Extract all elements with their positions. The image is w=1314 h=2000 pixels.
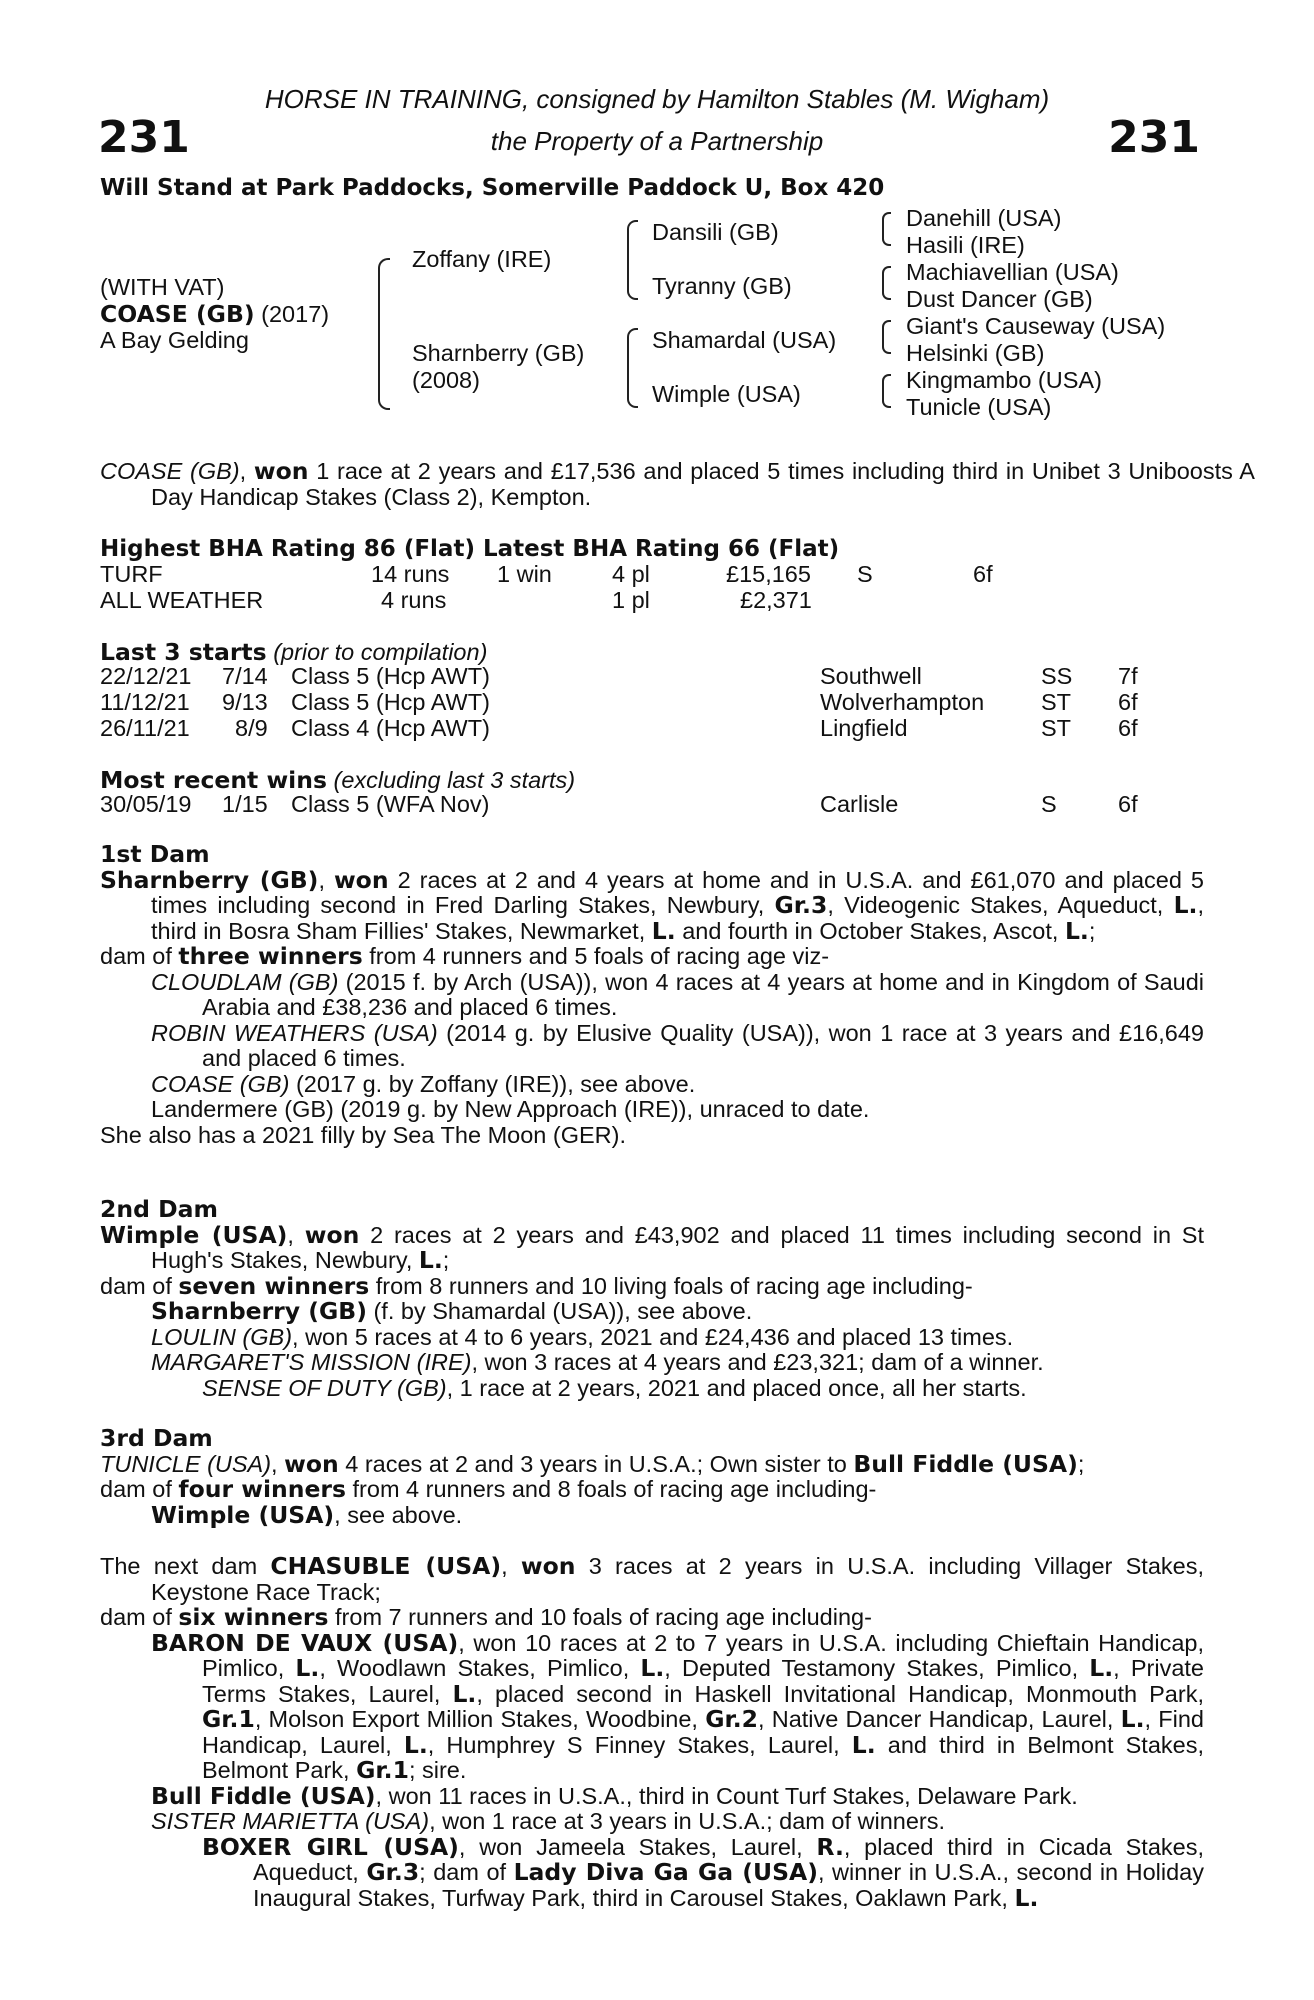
vat-label: (WITH VAT) xyxy=(100,274,225,300)
progeny-name: Wimple (USA) xyxy=(151,1500,335,1529)
second-dam-section xyxy=(100,1197,1204,1401)
grade-label: Gr.1 xyxy=(202,1705,255,1733)
start-date: 22/12/21 xyxy=(100,663,192,689)
win-distance: 6f xyxy=(1118,791,1138,817)
listed-label: L. xyxy=(851,1730,876,1759)
text: , won 10 races at 2 to 7 years in U.S.A. including Chieftain Handicap, Pimlico, xyxy=(202,1629,1204,1681)
third-dam-produce xyxy=(100,1477,1204,1503)
text: from 4 runners and 5 foals of racing age viz- xyxy=(362,943,830,969)
pedigree-dam-sire: Shamardal (USA) xyxy=(652,327,837,353)
text: , placed third in Cicada Stakes, Aqueduct, xyxy=(253,1833,1204,1885)
progeny-name: COASE (GB) xyxy=(151,1070,290,1097)
pedigree-ggp-8: Tunicle (USA) xyxy=(906,394,1052,420)
start-position: 7/14 xyxy=(222,663,268,689)
first-dam-section xyxy=(100,842,1204,1148)
pedigree-bracket-1 xyxy=(882,212,891,246)
text: , Native Dancer Handicap, Laurel, xyxy=(758,1706,1121,1732)
pedigree-ggp-2: Hasili (IRE) xyxy=(906,232,1025,258)
summary-horse-name: COASE (GB) xyxy=(100,458,240,484)
turf-distance: 6f xyxy=(973,561,993,587)
progeny-text: (2014 g. by Elusive Quality (USA)), won 1 race at 3 years and £16,649 and placed 6 times. xyxy=(202,1019,1204,1071)
progeny-name: MARGARET'S MISSION (IRE) xyxy=(151,1349,472,1375)
start-race: Class 4 (Hcp AWT) xyxy=(291,715,490,741)
progeny-name: LOULIN (GB) xyxy=(151,1323,293,1350)
progeny-entry xyxy=(151,1809,1204,1835)
header-consignor: HORSE IN TRAINING, consigned by Hamilton Stables (M. Wigham) xyxy=(264,84,1050,114)
win-going: S xyxy=(1041,791,1057,817)
text: , won Jameela Stakes, Laurel, xyxy=(458,1833,817,1860)
text: , Woodlawn Stakes, Pimlico, xyxy=(319,1655,641,1681)
turf-runs: 14 runs xyxy=(371,561,450,587)
listed-label: L. xyxy=(452,1679,477,1708)
first-dam-heading: 1st Dam xyxy=(100,840,210,868)
grade-label: Gr.1 xyxy=(356,1756,409,1784)
text: from 4 runners and 8 foals of racing age including- xyxy=(346,1476,877,1502)
start-course: Wolverhampton xyxy=(820,689,985,715)
progeny-name: BOXER GIRL (USA) xyxy=(202,1832,459,1861)
filly-note: She also has a 2021 filly by Sea The Moon (GER). xyxy=(100,1121,626,1148)
second-dam-record: Wimple (USA), won 2 races at 2 years and £43,902 and placed 11 times including second in St Hugh's Stakes, Newbury, L.; xyxy=(100,1220,1205,1274)
progeny-text: (2017 g. by Zoffany (IRE)), see above. xyxy=(289,1070,696,1097)
start-race: Class 5 (Hcp AWT) xyxy=(291,689,490,715)
start-date: 11/12/21 xyxy=(100,689,190,715)
progeny-text: (f. by Shamardal (USA)), see above. xyxy=(366,1298,753,1324)
pedigree-ggp-5: Giant's Causeway (USA) xyxy=(906,313,1166,339)
turf-money: £15,165 xyxy=(726,561,811,587)
progeny-entry xyxy=(202,1376,1204,1402)
start-course: Lingfield xyxy=(820,715,908,741)
restricted-label: R. xyxy=(816,1832,844,1861)
win-race: Class 5 (WFA Nov) xyxy=(291,791,490,817)
progeny-entry xyxy=(151,1350,1204,1376)
lot-number-right: 231 xyxy=(1108,112,1200,163)
summary-won: won xyxy=(253,457,309,485)
text: dam of xyxy=(100,1272,179,1299)
pedigree-dam: Sharnberry (GB) xyxy=(412,340,585,366)
pedigree-sire-sire: Dansili (GB) xyxy=(652,219,779,245)
last3-note: (prior to compilation) xyxy=(273,639,488,665)
start-date: 26/11/21 xyxy=(100,715,190,741)
pedigree-bracket-4 xyxy=(882,374,891,408)
progeny-name: Sharnberry (GB) xyxy=(151,1297,367,1325)
third-dam-section xyxy=(100,1426,1204,1528)
last3-title: Last 3 starts xyxy=(100,638,267,666)
grade-label: Gr.3 xyxy=(774,891,828,919)
text: , Find Handicap, Laurel, xyxy=(202,1706,1204,1758)
progeny-entry xyxy=(151,1500,1204,1529)
aw-runs: 4 runs xyxy=(381,587,447,613)
horse-title xyxy=(100,300,329,328)
race-summary: COASE (GB), won 1 race at 2 years and £17,536 and placed 5 times including third in Unibet 3 Uniboosts A Day Handicap Stakes (Class 2), Kempton. xyxy=(100,457,1255,510)
second-dam-produce xyxy=(100,1271,1204,1300)
horse-year: (2017) xyxy=(261,301,330,327)
next-dam-record: The next dam CHASUBLE (USA), won 3 races at 2 years in U.S.A. including Villager Stakes, Keystone Race Track; xyxy=(100,1552,1205,1605)
progeny-entry xyxy=(151,1781,1204,1810)
start-position: 8/9 xyxy=(235,715,268,741)
summary-text: 1 race at 2 years and £17,536 and placed 5 times including third in Unibet 3 Uniboosts A Day Handicap Stakes (Class 2), Kempton. xyxy=(151,458,1255,510)
text: ; xyxy=(442,1247,450,1273)
recent-wins-note: (excluding last 3 starts) xyxy=(333,767,576,793)
won-label: won xyxy=(333,865,389,894)
progeny-name: SISTER MARIETTA (USA) xyxy=(151,1808,430,1834)
start-race: Class 5 (Hcp AWT) xyxy=(291,663,490,689)
recent-wins-title: Most recent wins xyxy=(100,766,327,794)
progeny-entry xyxy=(151,1072,1204,1098)
pedigree-bracket-2 xyxy=(882,266,891,300)
progeny-entry xyxy=(151,1299,1204,1325)
text: , Private Terms Stakes, Laurel, xyxy=(202,1655,1204,1707)
third-dam-record: TUNICLE (USA), won 4 races at 2 and 3 years in U.S.A.; Own sister to Bull Fiddle (USA); xyxy=(100,1449,1085,1478)
listed-label: L. xyxy=(640,1654,665,1682)
start-position: 9/13 xyxy=(222,689,268,715)
text: , winner in U.S.A., second in Holiday Inaugural Stakes, Turfway Park, third in Carousel Stakes, Oaklawn Park, xyxy=(253,1859,1204,1911)
text: , Humphrey S Finney Stakes, Laurel, xyxy=(427,1731,852,1758)
start-going: SS xyxy=(1041,663,1073,689)
turf-wins: 1 win xyxy=(497,561,552,587)
aw-label: ALL WEATHER xyxy=(100,587,264,613)
listed-label: L. xyxy=(1014,1883,1039,1912)
start-going: ST xyxy=(1041,689,1072,715)
turf-label: TURF xyxy=(100,561,163,587)
grade-label: Gr.2 xyxy=(705,1705,758,1733)
listed-label: L. xyxy=(1089,1654,1114,1682)
pedigree-ggp-7: Kingmambo (USA) xyxy=(906,367,1102,393)
grade-label: Gr.3 xyxy=(366,1858,420,1886)
winners-count: seven winners xyxy=(178,1271,370,1300)
progeny-name: Lady Diva Ga Ga (USA) xyxy=(513,1858,818,1886)
progeny-text: , won 3 races at 4 years and £23,321; dam of a winner. xyxy=(471,1349,1044,1375)
listed-label: L. xyxy=(403,1730,428,1759)
progeny-text: (2015 f. by Arch (USA)), won 4 races at 4 years at home and in Kingdom of Saudi Arabia and £38,236 and placed 6 times. xyxy=(202,968,1204,1020)
start-distance: 7f xyxy=(1118,663,1138,689)
text: ; xyxy=(1077,1450,1085,1477)
text: dam of xyxy=(100,943,179,969)
start-distance: 6f xyxy=(1118,689,1138,715)
turf-going: S xyxy=(857,561,873,587)
pedigree-bracket-main xyxy=(378,258,390,410)
text: 2 races at 2 and 4 years at home and in U.S.A. and £61,070 and placed 5 times including second in Fred Darling Stakes, Newbury, xyxy=(151,866,1204,918)
text: , Videogenic Stakes, Aqueduct, xyxy=(827,892,1174,918)
progeny-entry xyxy=(151,970,1204,1021)
pedigree-ggp-6: Helsinki (GB) xyxy=(906,340,1045,366)
stand-location: Will Stand at Park Paddocks, Somerville Paddock U, Box 420 xyxy=(100,175,885,201)
horse-description: A Bay Gelding xyxy=(100,327,249,353)
third-dam-heading: 3rd Dam xyxy=(100,1424,213,1452)
pedigree-ggp-4: Dust Dancer (GB) xyxy=(906,286,1093,312)
start-course: Southwell xyxy=(820,663,922,689)
text: ; xyxy=(1088,917,1096,944)
progeny-text: , 1 race at 2 years, 2021 and placed once, all her starts. xyxy=(446,1374,1027,1401)
text: and third in Belmont Stakes, Belmont Park, xyxy=(202,1731,1204,1783)
pedigree-dam-dam: Wimple (USA) xyxy=(652,381,801,407)
winners-count: three winners xyxy=(178,942,363,970)
text: 3 races at 2 years in U.S.A. including Villager Stakes, Keystone Race Track; xyxy=(151,1553,1205,1605)
won-label: won xyxy=(304,1220,360,1249)
pedigree-ggp-1: Danehill (USA) xyxy=(906,205,1062,231)
listed-label: L. xyxy=(295,1654,320,1682)
progeny-text: , won 1 race at 3 years in U.S.A.; dam of winners. xyxy=(429,1808,946,1834)
progeny-text: , see above. xyxy=(334,1501,463,1528)
text: and fourth in October Stakes, Ascot, xyxy=(675,917,1065,944)
win-course: Carlisle xyxy=(820,791,899,817)
progeny-name: CLOUDLAM (GB) xyxy=(151,968,339,995)
turf-placed: 4 pl xyxy=(612,561,650,587)
first-dam-produce xyxy=(100,944,1204,970)
text: ; dam of xyxy=(419,1859,514,1885)
progeny-name: BARON DE VAUX (USA) xyxy=(151,1628,459,1657)
won-label: won xyxy=(284,1449,339,1478)
progeny-entry xyxy=(151,1628,1204,1784)
win-position: 1/15 xyxy=(222,791,268,817)
progeny-entry: Landermere (GB) (2019 g. by New Approach (IRE)), unraced to date. xyxy=(151,1096,870,1122)
listed-label: L. xyxy=(1120,1705,1145,1733)
text: dam of xyxy=(100,1476,179,1502)
progeny-entry xyxy=(151,1325,1204,1351)
text: from 8 runners and 10 living foals of racing age including- xyxy=(369,1272,973,1299)
progeny-entry xyxy=(151,1021,1204,1072)
next-dam-produce xyxy=(100,1605,1204,1631)
pedigree-sire-dam: Tyranny (GB) xyxy=(652,273,792,299)
progeny-text: , won 5 races at 4 to 6 years, 2021 and £24,436 and placed 13 times. xyxy=(292,1323,1014,1350)
progeny-name: Bull Fiddle (USA) xyxy=(151,1781,376,1810)
text: , placed second in Haskell Invitational Handicap, Monmouth Park, xyxy=(476,1680,1204,1707)
start-distance: 6f xyxy=(1118,715,1138,741)
text: 2 races at 2 years and £43,902 and placed 11 times including second in St Hugh's Stakes, Newbury, xyxy=(151,1221,1205,1273)
third-dam-name: TUNICLE (USA) xyxy=(100,1450,272,1477)
first-dam-name: Sharnberry (GB) xyxy=(100,865,319,894)
text: , Molson Export Million Stakes, Woodbine, xyxy=(254,1706,706,1732)
won-label: won xyxy=(520,1552,576,1580)
listed-label: L. xyxy=(1064,916,1089,945)
aw-placed: 1 pl xyxy=(612,587,650,613)
lot-number-left: 231 xyxy=(98,112,190,163)
progeny-entry xyxy=(202,1832,1204,1912)
listed-label: L. xyxy=(1173,891,1198,919)
text: , Deputed Testamony Stakes, Pimlico, xyxy=(664,1655,1090,1681)
text: , third in Bosra Sham Fillies' Stakes, Newmarket, xyxy=(151,892,1204,944)
text: The next dam xyxy=(100,1553,271,1579)
pedigree-ggp-3: Machiavellian (USA) xyxy=(906,259,1119,285)
sister-name: Bull Fiddle (USA) xyxy=(853,1449,1078,1478)
pedigree-dam-year: (2008) xyxy=(412,367,480,393)
second-dam-name: Wimple (USA) xyxy=(100,1220,288,1249)
listed-label: L. xyxy=(651,916,676,945)
winners-count: four winners xyxy=(178,1475,346,1503)
recent-wins-heading xyxy=(100,766,575,794)
header-property: the Property of a Partnership xyxy=(490,126,824,156)
win-date: 30/05/19 xyxy=(100,791,192,817)
aw-money: £2,371 xyxy=(740,587,812,613)
listed-label: L. xyxy=(418,1246,443,1274)
progeny-text: , won 11 races in U.S.A., third in Count Turf Stakes, Delaware Park. xyxy=(375,1782,1078,1809)
start-going: ST xyxy=(1041,715,1072,741)
ratings-title: Highest BHA Rating 86 (Flat) Latest BHA Rating 66 (Flat) xyxy=(100,536,840,562)
pedigree-bracket-sire xyxy=(627,220,638,300)
progeny-name: SENSE OF DUTY (GB) xyxy=(202,1374,447,1401)
text: from 7 runners and 10 foals of racing age including- xyxy=(328,1604,872,1630)
pedigree-bracket-dam xyxy=(627,328,638,408)
text: 4 races at 2 and 3 years in U.S.A.; Own sister to xyxy=(338,1450,854,1477)
next-dam-name: CHASUBLE (USA) xyxy=(270,1552,502,1580)
second-dam-heading: 2nd Dam xyxy=(100,1195,218,1223)
first-dam-record: Sharnberry (GB), won 2 races at 2 and 4 years at home and in U.S.A. and £61,070 and placed 5 times including second in Fred Darling Stakes, Newbury, Gr.3, Videogenic Stakes, Aqueduct, L., third in Bosra Sham Fillies' Stakes, Newmarket, L. and fourth in October Stakes, Ascot, L.; xyxy=(100,865,1204,945)
last3-heading xyxy=(100,638,487,666)
next-dam-section xyxy=(100,1554,1204,1911)
progeny-name: ROBIN WEATHERS (USA) xyxy=(151,1019,438,1046)
pedigree-sire: Zoffany (IRE) xyxy=(412,246,552,272)
text: dam of xyxy=(100,1604,179,1630)
pedigree-bracket-3 xyxy=(882,320,891,354)
horse-name: COASE (GB) xyxy=(100,300,255,328)
winners-count: six winners xyxy=(178,1603,329,1631)
text: ; sire. xyxy=(408,1757,467,1783)
